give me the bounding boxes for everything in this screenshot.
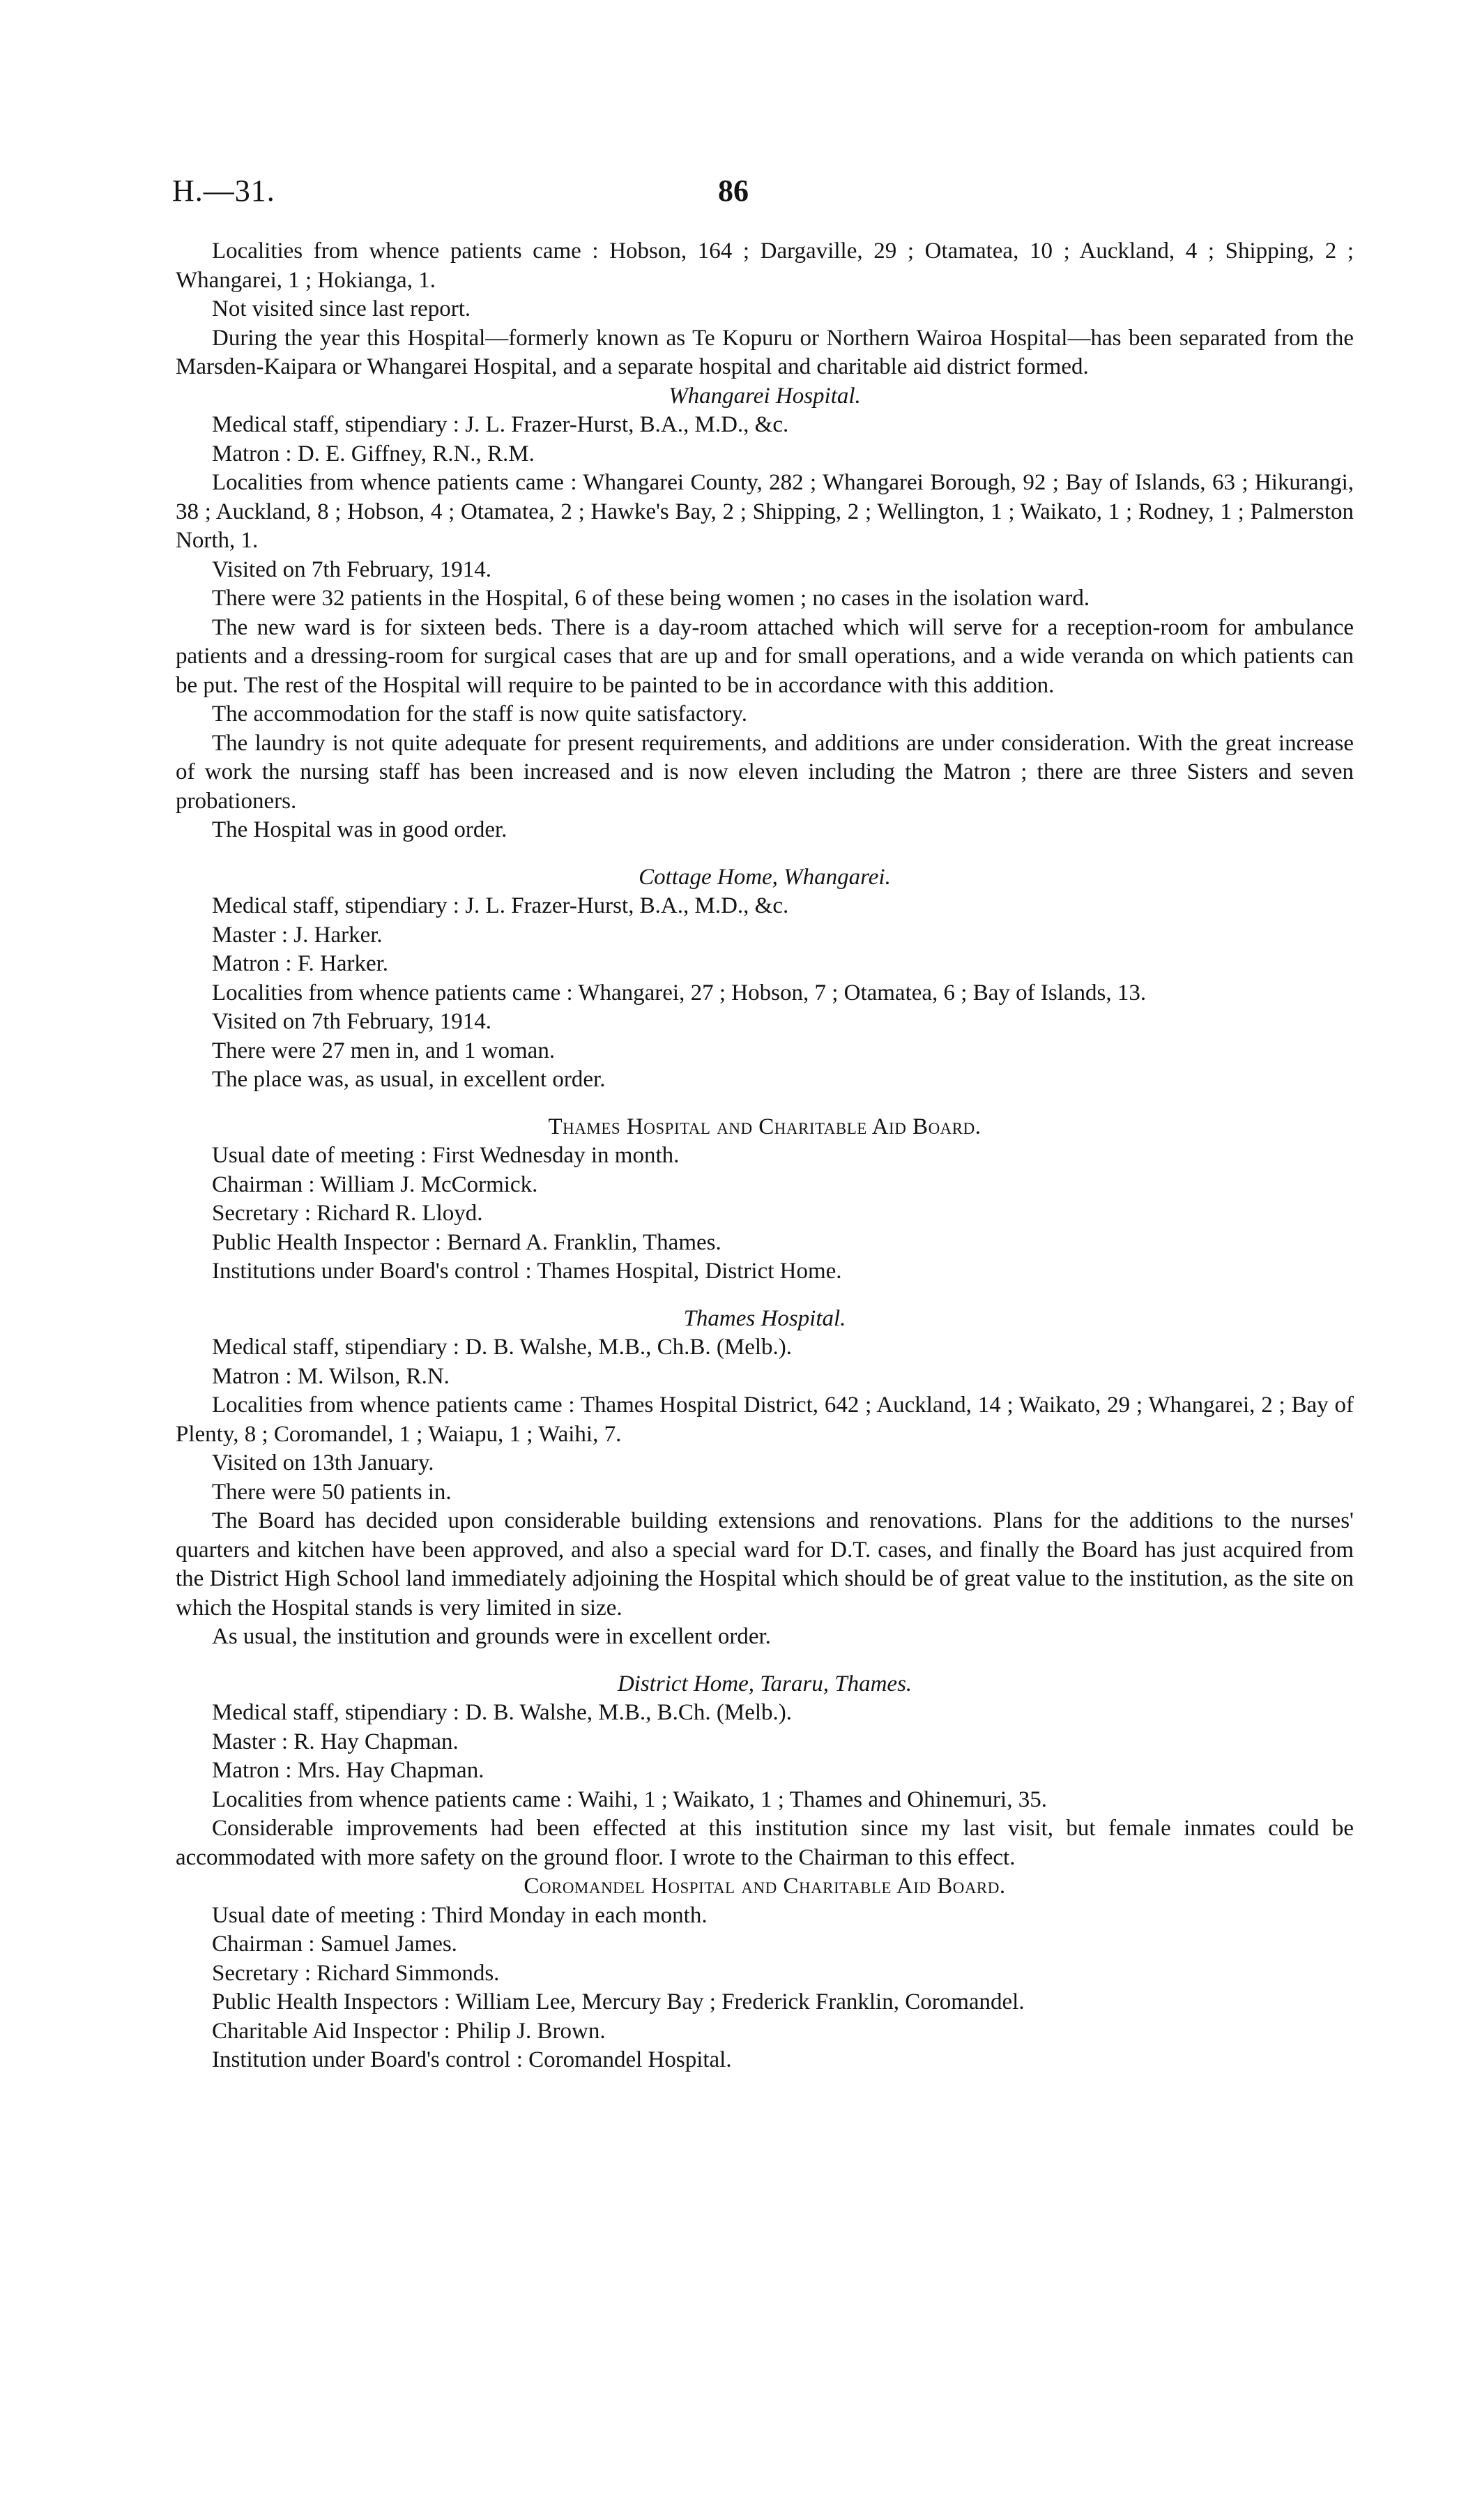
paragraph: Public Health Inspectors : William Lee, Mercury Bay ; Frederick Franklin, Coromandel. xyxy=(212,1989,1025,2014)
paragraph: Localities from whence patients came : Whangarei County, 282 ; Whangarei Borough, 92 ; Bay of Islands, 63 ; Hikurangi, 38 ; Auckland, 8 ; Hobson, 4 ; Otamatea, 2 ; Hawke's Bay, 2 ; Shipping, 2 ; Wellington, 1 ; Waikato, 1 ; Rodney, 1 ; Palmerston North, 1. xyxy=(176,470,1354,553)
paragraph: Matron : D. E. Giffney, R.N., R.M. xyxy=(212,441,535,466)
page-number: 86 xyxy=(718,174,749,208)
paragraph: Visited on 13th January. xyxy=(212,1450,434,1475)
paragraph: Institution under Board's control : Coromandel Hospital. xyxy=(212,2047,732,2072)
paragraph: There were 27 men in, and 1 woman. xyxy=(212,1038,556,1063)
paragraph: There were 50 patients in. xyxy=(212,1479,452,1505)
paragraph: Matron : F. Harker. xyxy=(212,951,389,976)
paragraph: Institutions under Board's control : Thames Hospital, District Home. xyxy=(212,1259,842,1284)
paragraph: Master : R. Hay Chapman. xyxy=(212,1729,459,1754)
paragraph: Not visited since last report. xyxy=(212,296,471,321)
paragraph: Chairman : William J. McCormick. xyxy=(212,1171,538,1197)
paragraph: Matron : M. Wilson, R.N. xyxy=(212,1363,450,1389)
paragraph: The accommodation for the staff is now quite satisfactory. xyxy=(212,701,747,727)
paragraph: Medical staff, stipendiary : D. B. Walshe, M.B., Ch.B. (Melb.). xyxy=(212,1335,793,1360)
paragraph: There were 32 patients in the Hospital, 6 of these being women ; no cases in the isolation ward. xyxy=(212,586,1090,611)
paragraph: Considerable improvements had been effected at this institution since my last visit, but female inmates could be accommodated with more safety on the ground floor. I wrote to the Chairman to this effect. xyxy=(176,1816,1354,1870)
paragraph: Medical staff, stipendiary : D. B. Walshe, M.B., B.Ch. (Melb.). xyxy=(212,1700,793,1725)
section-heading: Whangarei Hospital. xyxy=(669,383,861,409)
paragraph: Localities from whence patients came : Thames Hospital District, 642 ; Auckland, 14 ; Waikato, 29 ; Whangarei, 2 ; Bay of Plenty, 8 ; Coromandel, 1 ; Waiapu, 1 ; Waihi, 7. xyxy=(176,1392,1354,1447)
board-heading: Thames Hospital and Charitable Aid Board. xyxy=(548,1114,981,1139)
paragraph: Secretary : Richard Simmonds. xyxy=(212,1960,500,1986)
paragraph: During the year this Hospital—formerly known as Te Kopuru or Northern Wairoa Hospital—has been separated from the Marsden-Kaipara or Whangarei Hospital, and a separate hospital and charitable aid district formed. xyxy=(176,325,1354,379)
paragraph: The Hospital was in good order. xyxy=(212,817,507,842)
paragraph: Localities from whence patients came : Waihi, 1 ; Waikato, 1 ; Thames and Ohinemuri, 35. xyxy=(212,1786,1047,1812)
board-heading: Coromandel Hospital and Charitable Aid Board. xyxy=(524,1874,1006,1899)
section-heading: Cottage Home, Whangarei. xyxy=(639,864,891,890)
paragraph: Master : J. Harker. xyxy=(212,922,383,948)
paragraph: The new ward is for sixteen beds. There is a day-room attached which will serve for a reception-room for ambulance patients and a dressing-room for surgical cases that are up and for small operations, and a wide veranda on which patients can be put. The rest of the Hospital will require to be painted to be in accordance with this addition. xyxy=(176,614,1354,698)
section-heading: Thames Hospital. xyxy=(683,1305,846,1331)
paragraph: Medical staff, stipendiary : J. L. Frazer-Hurst, B.A., M.D., &c. xyxy=(212,412,789,437)
paragraph: Visited on 7th February, 1914. xyxy=(212,556,491,582)
paragraph: Medical staff, stipendiary : J. L. Frazer-Hurst, B.A., M.D., &c. xyxy=(212,893,789,918)
paragraph: Localities from whence patients came : Whangarei, 27 ; Hobson, 7 ; Otamatea, 6 ; Bay of Islands, 13. xyxy=(212,980,1147,1005)
paragraph: Matron : Mrs. Hay Chapman. xyxy=(212,1758,484,1783)
paragraph: Usual date of meeting : First Wednesday in month. xyxy=(212,1143,680,1168)
paragraph: Usual date of meeting : Third Monday in each month. xyxy=(212,1902,708,1928)
report-reference: H.—31. xyxy=(172,174,275,208)
page-body xyxy=(176,237,1354,2075)
paragraph: The Board has decided upon considerable building extensions and renovations. Plans for the additions to the nurses' quarters and kitchen have been approved, and also a special ward for D.T. cases, and finally the Board has just acquired from the District High School land immediately adjoining the Hospital which should be of great value to the institution, as the site on which the Hospital stands is very limited in size. xyxy=(176,1508,1354,1620)
paragraph: The laundry is not quite adequate for present requirements, and additions are under consideration. With the great increase of work the nursing staff has been increased and is now eleven including the Matron ; there are three Sisters and seven probationers. xyxy=(176,730,1354,814)
paragraph: As usual, the institution and grounds were in excellent order. xyxy=(212,1624,771,1649)
paragraph: Chairman : Samuel James. xyxy=(212,1931,457,1957)
paragraph: Secretary : Richard R. Lloyd. xyxy=(212,1201,483,1226)
paragraph: Localities from whence patients came : Hobson, 164 ; Dargaville, 29 ; Otamatea, 10 ; Auckland, 4 ; Shipping, 2 ; Whangarei, 1 ; Hokianga, 1. xyxy=(176,238,1354,293)
section-heading: District Home, Tararu, Thames. xyxy=(617,1671,912,1697)
paragraph: The place was, as usual, in excellent order. xyxy=(212,1067,606,1092)
paragraph: Visited on 7th February, 1914. xyxy=(212,1009,491,1034)
paragraph: Public Health Inspector : Bernard A. Franklin, Thames. xyxy=(212,1229,721,1255)
paragraph: Charitable Aid Inspector : Philip J. Brown. xyxy=(212,2018,606,2044)
